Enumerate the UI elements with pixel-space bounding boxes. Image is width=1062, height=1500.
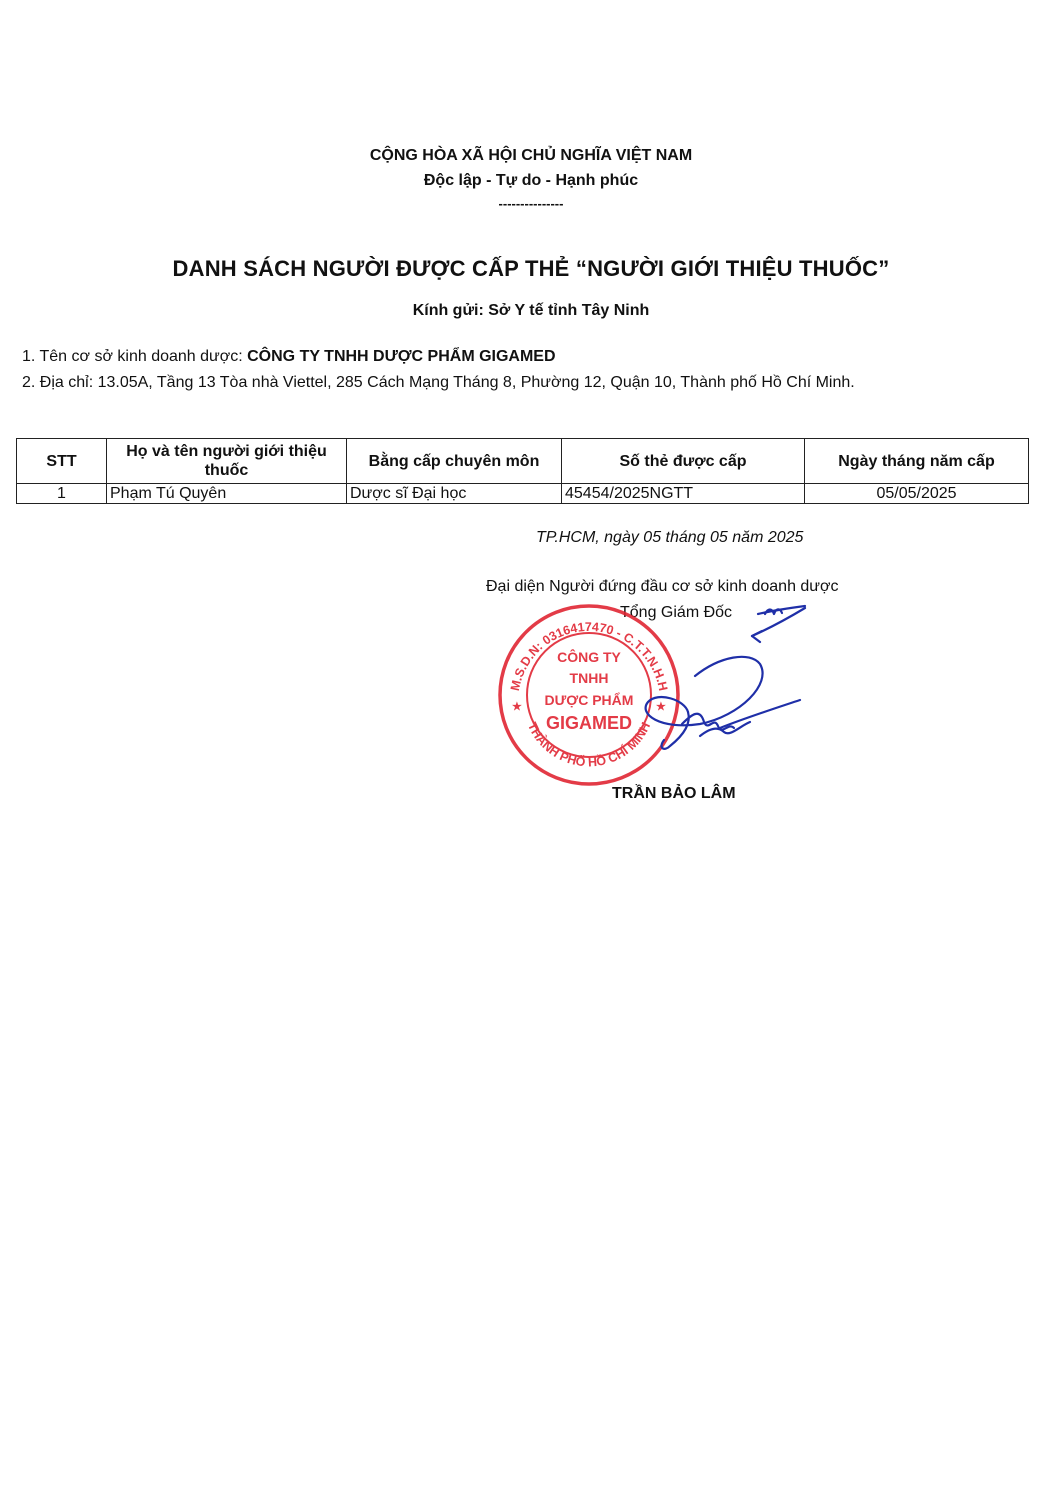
cell-card-number: 45454/2025NGTT [562,484,805,504]
stamp-star-left: ★ [512,701,522,713]
table-header-row [17,439,1029,484]
col-header-issue-date: Ngày tháng năm cấp [805,439,1029,484]
national-motto: Độc lập - Tự do - Hạnh phúc [423,172,639,189]
cell-stt: 1 [17,484,107,504]
business-name-label: 1. Tên cơ sở kinh doanh dược: [22,348,248,365]
cell-name: Phạm Tú Quyên [107,484,347,504]
licensee-table [16,438,1029,504]
col-header-card-number: Số thẻ được cấp [562,439,805,484]
col-header-degree: Bằng cấp chuyên môn [347,439,562,484]
stamp-star-right: ★ [656,701,666,713]
recipient-line: Kính gửi: Sở Y tế tỉnh Tây Ninh [412,302,650,319]
table-row [17,484,1029,504]
representative-title: Đại diện Người đứng đầu cơ sở kinh doanh dược [486,578,839,595]
business-name-line [22,348,556,366]
stamp-line-3: DƯỢC PHẨM [544,692,634,708]
signer-name: TRẦN BẢO LÂM [612,785,736,802]
col-header-name: Họ và tên người giới thiệu thuốc [107,439,347,484]
col-header-stt: STT [17,439,107,484]
address-label: 2. Địa chỉ: [22,374,98,391]
cell-degree: Dược sĩ Đại học [347,484,562,504]
stamp-line-2: TNHH [569,670,609,686]
stamp-line-4: GIGAMED [545,713,633,733]
national-title: CỘNG HÒA XÃ HỘI CHỦ NGHĨA VIỆT NAM [369,147,693,164]
handwritten-signature [600,596,810,766]
header-divider: --------------- [498,196,564,211]
address-line [22,374,855,392]
stamp-line-1: CÔNG TY [557,649,621,665]
signer-position: Tổng Giám Đốc [620,604,733,621]
stamp-ring-text: M.S.D.N: 0316417470 - C.T.T.N.H.H [507,619,671,693]
business-name-value: CÔNG TY TNHH DƯỢC PHẨM GIGAMED [247,348,556,365]
cell-issue-date: 05/05/2025 [805,484,1029,504]
document-title: DANH SÁCH NGƯỜI ĐƯỢC CẤP THẺ “NGƯỜI GIỚI THIỆU THUỐC” [172,256,890,281]
stamp-bottom-text: THÀNH PHỐ HỒ CHÍ MINH [524,720,654,770]
place-and-date: TP.HCM, ngày 05 tháng 05 năm 2025 [536,529,804,546]
address-value: 13.05A, Tầng 13 Tòa nhà Viettel, 285 Cách Mạng Tháng 8, Phường 12, Quận 10, Thành phố Hồ Chí Minh. [97,374,855,391]
